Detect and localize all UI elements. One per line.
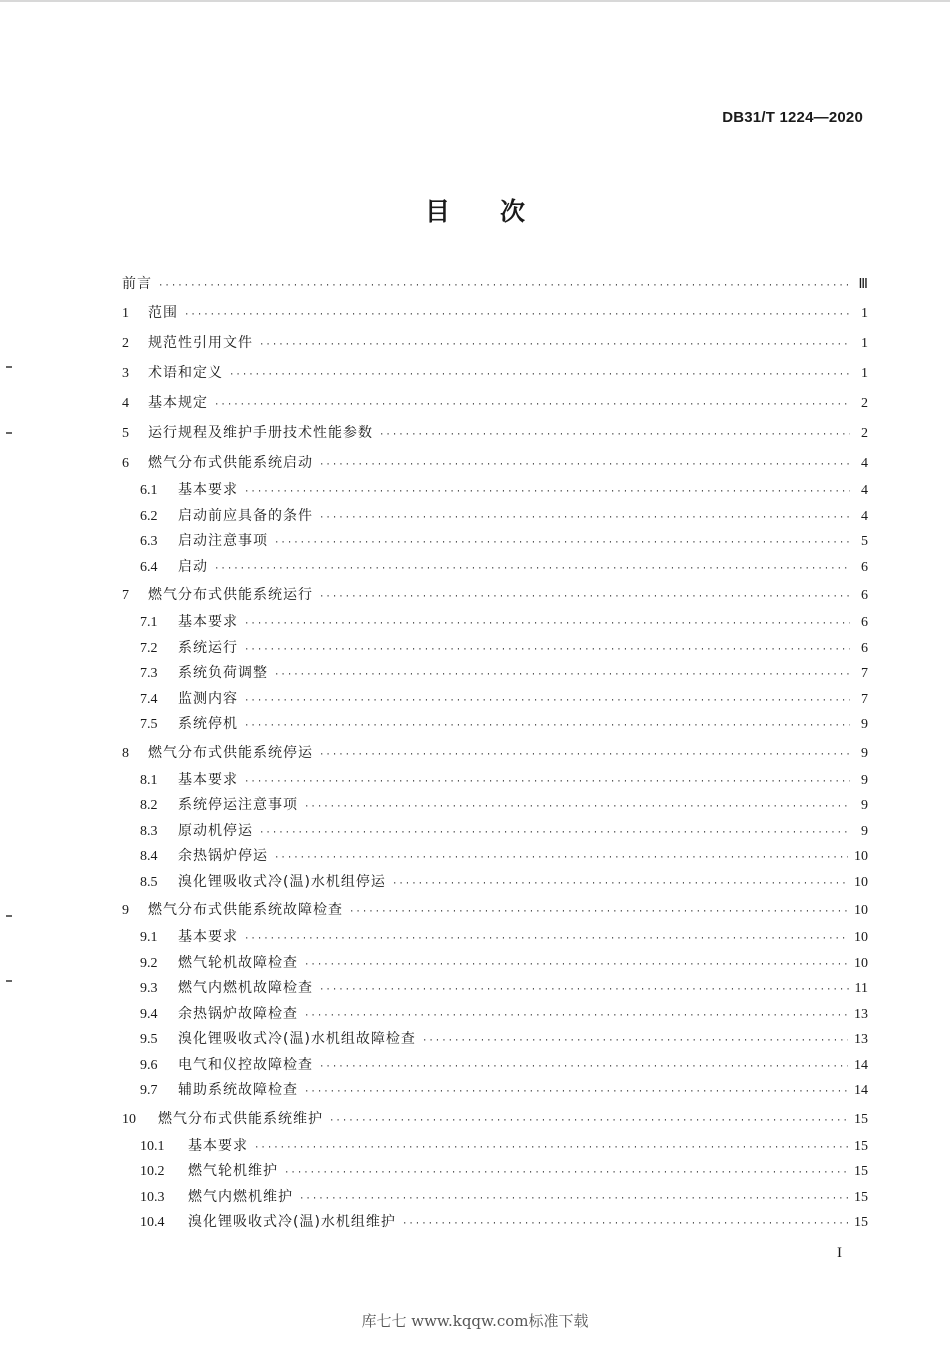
toc-entry-title: 余热锅炉停运 xyxy=(178,848,268,864)
dot-leader xyxy=(274,846,848,872)
toc-entry-title: 燃气轮机故障检查 xyxy=(178,954,298,971)
toc-entry-title: 燃气内燃机维护 xyxy=(188,1188,293,1205)
toc-entry[interactable] xyxy=(122,636,868,662)
dot-leader xyxy=(244,927,848,953)
toc-entry-page: 1 xyxy=(861,306,868,321)
toc-entry-page: 4 xyxy=(861,508,868,524)
toc-entry[interactable] xyxy=(122,1134,868,1160)
dot-leader xyxy=(158,272,850,300)
toc-entry-number: 5 xyxy=(122,426,129,441)
dot-leader xyxy=(259,821,850,847)
toc-entry-number: 6.4 xyxy=(140,559,158,575)
toc-entry[interactable] xyxy=(122,358,868,388)
toc-entry-number: 4 xyxy=(122,396,129,411)
toc-entry-title: 燃气轮机维护 xyxy=(188,1163,278,1179)
dot-leader xyxy=(422,1029,848,1055)
scan-mark xyxy=(6,366,12,368)
toc-entry[interactable] xyxy=(122,529,868,555)
toc-entry-title: 规范性引用文件 xyxy=(148,335,253,351)
toc-entry-number: 8.1 xyxy=(140,772,158,788)
toc-entry-title: 余热锅炉故障检查 xyxy=(178,1005,298,1022)
toc-entry-title: 燃气分布式供能系统停运 xyxy=(148,744,313,761)
scan-mark xyxy=(6,980,12,982)
toc-entry-page: 2 xyxy=(861,426,868,441)
toc-entry[interactable] xyxy=(122,1002,868,1028)
toc-entry[interactable] xyxy=(122,661,868,687)
toc-entry-number: 10.2 xyxy=(140,1164,165,1179)
dot-leader xyxy=(319,1055,848,1081)
toc-entry[interactable] xyxy=(122,819,868,845)
toc-entry-page: 10 xyxy=(854,955,868,971)
toc-entry-page: 9 xyxy=(861,717,868,732)
toc-entry[interactable] xyxy=(122,610,868,636)
toc-entry[interactable] xyxy=(122,951,868,977)
toc-entry[interactable] xyxy=(122,1104,868,1134)
toc-entry-number: 9 xyxy=(122,903,129,918)
dot-leader xyxy=(214,557,850,583)
toc-entry[interactable] xyxy=(122,478,868,504)
toc-entry[interactable] xyxy=(122,895,868,925)
page-number: I xyxy=(837,1245,842,1261)
toc-entry[interactable] xyxy=(122,687,868,713)
toc-entry-number: 10 xyxy=(122,1111,136,1127)
dot-leader xyxy=(259,330,850,360)
toc-entry-page: 10 xyxy=(854,903,868,918)
toc-entry-number: 6.3 xyxy=(140,534,158,549)
toc-entry[interactable] xyxy=(122,418,868,448)
dot-leader xyxy=(319,582,850,612)
dot-leader xyxy=(274,663,850,689)
toc-entry-number: 10.1 xyxy=(140,1138,165,1154)
toc-entry[interactable] xyxy=(122,388,868,418)
toc-entry-number: 6.2 xyxy=(140,508,158,524)
toc-entry-title: 燃气内燃机故障检查 xyxy=(178,980,313,996)
toc-entry-page: 15 xyxy=(854,1138,868,1154)
toc-entry-number: 6 xyxy=(122,456,129,471)
toc-entry[interactable] xyxy=(122,270,868,298)
dot-leader xyxy=(304,795,850,821)
toc-entry-title: 溴化锂吸收式冷(温)水机组停运 xyxy=(178,873,386,890)
toc-entry-number: 9.1 xyxy=(140,930,158,945)
toc-entry[interactable] xyxy=(122,298,868,328)
toc-entry-title: 燃气分布式供能系统维护 xyxy=(158,1110,323,1127)
dot-leader xyxy=(184,300,850,330)
toc-entry[interactable] xyxy=(122,1185,868,1211)
toc-entry-number: 2 xyxy=(122,336,129,351)
toc-entry[interactable] xyxy=(122,1159,868,1185)
toc-entry-title: 溴化锂吸收式冷(温)水机组维护 xyxy=(188,1214,396,1230)
footer-watermark: 库七七 www.kqqw.com标准下载 xyxy=(361,1312,589,1330)
toc-entry-title: 启动前应具备的条件 xyxy=(178,507,313,524)
toc-entry[interactable] xyxy=(122,504,868,530)
toc-entry-title: 系统负荷调整 xyxy=(178,665,268,681)
toc-entry-page: 6 xyxy=(861,588,868,603)
toc-entry-number: 6.1 xyxy=(140,483,158,498)
toc-entry-page: 14 xyxy=(854,1083,868,1098)
toc-entry[interactable] xyxy=(122,793,868,819)
toc-entry-title: 运行规程及维护手册技术性能参数 xyxy=(148,425,373,441)
toc-entry-title: 范围 xyxy=(148,305,178,321)
toc-entry-number: 7.2 xyxy=(140,640,158,656)
toc-entry-page: 13 xyxy=(854,1006,868,1022)
toc-entry-title: 溴化锂吸收式冷(温)水机组故障检查 xyxy=(178,1031,416,1047)
dot-leader xyxy=(214,390,850,420)
toc-entry-page: 9 xyxy=(861,823,868,839)
toc-entry-title: 辅助系统故障检查 xyxy=(178,1082,298,1098)
toc-entry-title: 术语和定义 xyxy=(148,365,223,381)
scan-mark xyxy=(6,432,12,434)
scan-top-edge xyxy=(0,0,950,2)
dot-leader xyxy=(304,953,848,979)
dot-leader xyxy=(349,897,848,927)
toc-entry-page: 15 xyxy=(854,1215,868,1230)
toc-entry[interactable] xyxy=(122,448,868,478)
toc-entry-number: 3 xyxy=(122,366,129,381)
toc-entry-number: 9.6 xyxy=(140,1057,158,1073)
toc-entry-page: 6 xyxy=(861,615,868,630)
toc-entry-title: 燃气分布式供能系统启动 xyxy=(148,455,313,471)
toc-entry-number: 9.5 xyxy=(140,1032,158,1047)
toc-entry[interactable] xyxy=(122,712,868,738)
toc-entry-page: 4 xyxy=(861,456,868,471)
scan-mark xyxy=(6,915,12,917)
toc-entry[interactable] xyxy=(122,768,868,794)
toc-entry-number: 7 xyxy=(122,588,129,603)
toc-entry-number: 10.3 xyxy=(140,1189,165,1205)
toc-entry-number: 8.5 xyxy=(140,874,158,890)
toc-entry-page: 15 xyxy=(854,1111,868,1127)
toc-entry-page: 10 xyxy=(854,874,868,890)
toc-entry-page: 6 xyxy=(861,640,868,656)
toc-entry-number: 8.2 xyxy=(140,798,158,813)
toc-entry-page: 15 xyxy=(854,1189,868,1205)
dot-leader xyxy=(244,714,850,740)
toc-entry-number: 9.4 xyxy=(140,1006,158,1022)
dot-leader xyxy=(299,1187,848,1213)
page-title: 目次 xyxy=(424,197,575,226)
toc-entry-title: 前言 xyxy=(122,276,152,292)
toc-entry[interactable] xyxy=(122,925,868,951)
dot-leader xyxy=(402,1212,848,1238)
toc-entry[interactable] xyxy=(122,738,868,768)
toc-entry-title: 系统停机 xyxy=(178,716,238,732)
dot-leader xyxy=(304,1004,848,1030)
toc-entry-title: 启动 xyxy=(178,558,208,575)
toc-entry-number: 8.3 xyxy=(140,823,158,839)
toc-entry-page: 4 xyxy=(861,483,868,498)
toc-entry-title: 系统运行 xyxy=(178,639,238,656)
toc-entry-title: 启动注意事项 xyxy=(178,533,268,549)
toc-entry[interactable] xyxy=(122,1210,868,1236)
toc-entry[interactable] xyxy=(122,555,868,581)
document-number: DB31/T 1224—2020 xyxy=(722,109,863,126)
dot-leader xyxy=(284,1161,848,1187)
toc-entry-number: 8 xyxy=(122,745,129,761)
dot-leader xyxy=(304,1080,848,1106)
toc-entry-page: Ⅲ xyxy=(858,277,868,292)
toc-entry-title: 基本要求 xyxy=(178,614,238,630)
toc-entry-title: 基本要求 xyxy=(178,771,238,788)
toc-entry-page: 2 xyxy=(861,396,868,411)
toc-entry-page: 9 xyxy=(861,798,868,813)
dot-leader xyxy=(379,420,850,450)
dot-leader xyxy=(319,506,850,532)
toc-entry-page: 14 xyxy=(854,1057,868,1073)
toc-entry[interactable] xyxy=(122,1078,868,1104)
dot-leader xyxy=(274,531,850,557)
toc-entry-number: 1 xyxy=(122,306,129,321)
dot-leader xyxy=(254,1136,848,1162)
toc-entry-title: 基本要求 xyxy=(178,929,238,945)
toc-entry-page: 7 xyxy=(861,666,868,681)
table-of-contents xyxy=(122,270,868,1236)
dot-leader xyxy=(244,612,850,638)
toc-entry-title: 基本要求 xyxy=(188,1137,248,1154)
dot-leader xyxy=(319,450,850,480)
toc-entry-number: 9.7 xyxy=(140,1083,158,1098)
toc-entry-title: 燃气分布式供能系统运行 xyxy=(148,587,313,603)
toc-entry-title: 原动机停运 xyxy=(178,822,253,839)
toc-entry-number: 9.3 xyxy=(140,981,158,996)
toc-entry-page: 5 xyxy=(861,534,868,549)
dot-leader xyxy=(244,638,850,664)
toc-entry-title: 系统停运注意事项 xyxy=(178,797,298,813)
toc-entry-title: 基本要求 xyxy=(178,482,238,498)
dot-leader xyxy=(229,360,850,390)
toc-entry-number: 9.2 xyxy=(140,955,158,971)
toc-entry-page: 13 xyxy=(854,1032,868,1047)
toc-entry-page: 9 xyxy=(861,772,868,788)
dot-leader xyxy=(244,480,850,506)
toc-entry-page: 7 xyxy=(861,691,868,707)
dot-leader xyxy=(244,689,850,715)
toc-entry-number: 10.4 xyxy=(140,1215,165,1230)
toc-entry-page: 15 xyxy=(854,1164,868,1179)
toc-entry-number: 7.1 xyxy=(140,615,158,630)
toc-entry[interactable] xyxy=(122,870,868,896)
toc-entry[interactable] xyxy=(122,1027,868,1053)
dot-leader xyxy=(244,770,850,796)
dot-leader xyxy=(319,978,849,1004)
dot-leader xyxy=(319,740,850,770)
toc-entry-page: 10 xyxy=(854,849,868,864)
dot-leader xyxy=(392,872,848,898)
toc-entry-number: 7.4 xyxy=(140,691,158,707)
toc-entry-title: 监测内容 xyxy=(178,690,238,707)
toc-entry[interactable] xyxy=(122,1053,868,1079)
toc-entry-title: 燃气分布式供能系统故障检查 xyxy=(148,902,343,918)
toc-entry-number: 7.5 xyxy=(140,717,158,732)
toc-entry-title: 电气和仪控故障检查 xyxy=(178,1056,313,1073)
toc-entry[interactable] xyxy=(122,580,868,610)
toc-entry-page: 1 xyxy=(861,366,868,381)
toc-entry-title: 基本规定 xyxy=(148,395,208,411)
toc-entry-number: 7.3 xyxy=(140,666,158,681)
toc-entry-page: 6 xyxy=(861,559,868,575)
dot-leader xyxy=(329,1106,848,1136)
toc-entry-number: 8.4 xyxy=(140,849,158,864)
toc-entry-page: 10 xyxy=(854,930,868,945)
toc-entry[interactable] xyxy=(122,844,868,870)
toc-entry-page: 9 xyxy=(861,745,868,761)
toc-entry-page: 1 xyxy=(861,336,868,351)
toc-entry[interactable] xyxy=(122,328,868,358)
toc-entry-page: 11 xyxy=(854,981,868,996)
toc-entry[interactable] xyxy=(122,976,868,1002)
